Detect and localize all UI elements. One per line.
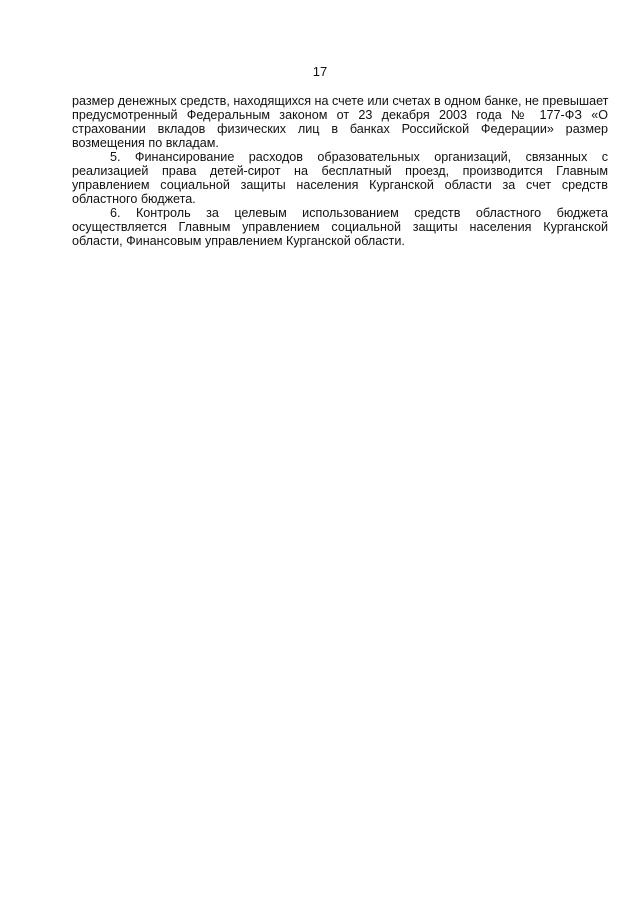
text-line: страховании вкладов физических лиц в банках Российской Федерации» размер xyxy=(72,122,608,136)
page-number: 17 xyxy=(312,64,328,79)
text-line: 5. Финансирование расходов образовательных организаций, связанных с xyxy=(110,150,608,164)
text-line: 6. Контроль за целевым использованием средств областного бюджета xyxy=(110,206,608,220)
text-line: области, Финансовым управлением Курганской области. xyxy=(72,234,405,248)
paragraph-continuation xyxy=(72,94,608,150)
paragraph-item-5 xyxy=(72,150,608,206)
text-line: реализацией права детей-сирот на бесплатный проезд, производится Главным xyxy=(72,164,608,178)
text-line: предусмотренный Федеральным законом от 23 декабря 2003 года № 177-ФЗ «О xyxy=(72,108,608,122)
document-body xyxy=(72,94,608,248)
text-line: возмещения по вкладам. xyxy=(72,136,219,150)
paragraph-item-6 xyxy=(72,206,608,248)
text-line: осуществляется Главным управлением социальной защиты населения Курганской xyxy=(72,220,608,234)
text-line: областного бюджета. xyxy=(72,192,196,206)
text-line: размер денежных средств, находящихся на счете или счетах в одном банке, не превышает xyxy=(72,94,609,108)
text-line: управлением социальной защиты населения Курганской области за счет средств xyxy=(72,178,608,192)
